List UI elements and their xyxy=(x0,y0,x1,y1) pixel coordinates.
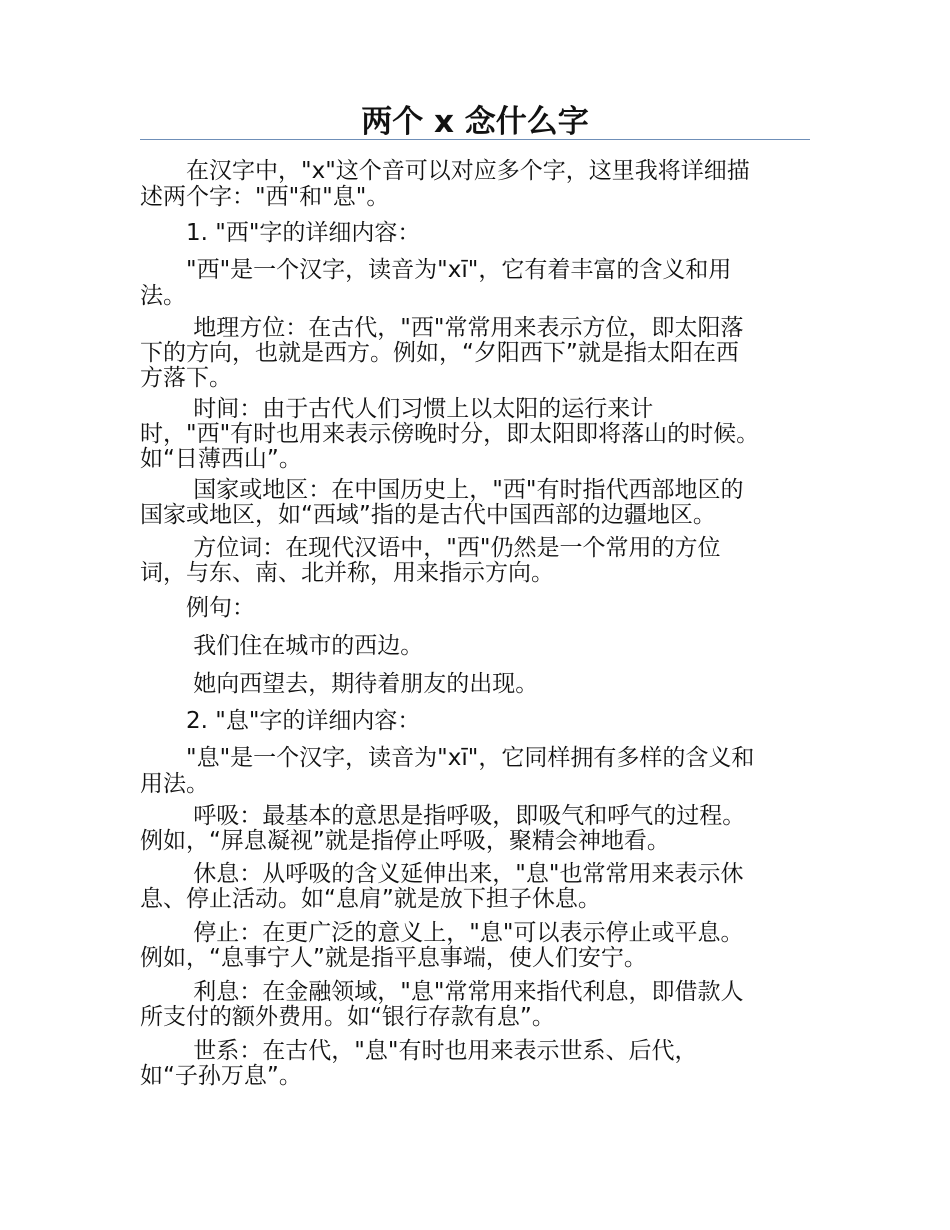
paragraph-xi-breath-intro: "息"是一个汉字，读音为"xī"，它同样拥有多样的含义和 用法。 xyxy=(140,745,755,797)
examples-heading: 例句： xyxy=(140,595,255,621)
paragraph-breathing: 呼吸：最基本的意思是指呼吸，即吸气和呼气的过程。 例如，“屏息凝视”就是指停止呼吸，聚精会神地看。 xyxy=(140,803,746,854)
paragraph-xi-west-intro: "西"是一个汉字，读音为"xī"，它有着丰富的含义和用 法。 xyxy=(140,257,732,309)
paragraph-rest: 休息：从呼吸的含义延伸出来，"息"也常常用来表示休 息、停止活动。如“息肩”就是放下担子休息。 xyxy=(140,861,744,912)
section-heading-xi-west: 1. "西"字的详细内容： xyxy=(140,220,421,246)
paragraph-lineage: 世系：在古代，"息"有时也用来表示世系、后代， 如“子孙万息”。 xyxy=(140,1038,698,1089)
title-underline xyxy=(140,139,810,140)
section-heading-xi-breath: 2. "息"字的详细内容： xyxy=(140,708,421,734)
paragraph-time: 时间：由于古代人们习惯上以太阳的运行来计 时，"西"有时也用来表示傍晚时分，即太阳即将落山的时候。 如“日薄西山”。 xyxy=(140,396,760,472)
paragraph-stop: 停止：在更广泛的意义上，"息"可以表示停止或平息。 例如，“息事宁人”就是指平息事端，使人们安宁。 xyxy=(140,920,744,971)
paragraph-interest: 利息：在金融领域，"息"常常用来指代利息，即借款人 所支付的额外费用。如“银行存款有息”。 xyxy=(140,979,744,1030)
example-sentence: 她向西望去，期待着朋友的出现。 xyxy=(140,671,539,697)
paragraph-direction: 地理方位：在古代，"西"常常用来表示方位，即太阳落 下的方向，也就是西方。例如，“夕阳西下”就是指太阳在西 方落下。 xyxy=(140,315,744,391)
paragraph-direction-word: 方位词：在现代汉语中，"西"仍然是一个常用的方位 词，与东、南、北并称，用来指示方向。 xyxy=(140,535,721,586)
document-title: 两个 x 念什么字 xyxy=(361,104,589,140)
example-sentence: 我们住在城市的西边。 xyxy=(140,633,424,659)
paragraph-country: 国家或地区：在中国历史上，"西"有时指代西部地区的 国家或地区，如“西域”指的是古代中国西部的边疆地区。 xyxy=(140,477,744,528)
intro-paragraph: 在汉字中，"x"这个音可以对应多个字，这里我将详细描 述两个字："西"和"息"。 xyxy=(140,158,750,210)
